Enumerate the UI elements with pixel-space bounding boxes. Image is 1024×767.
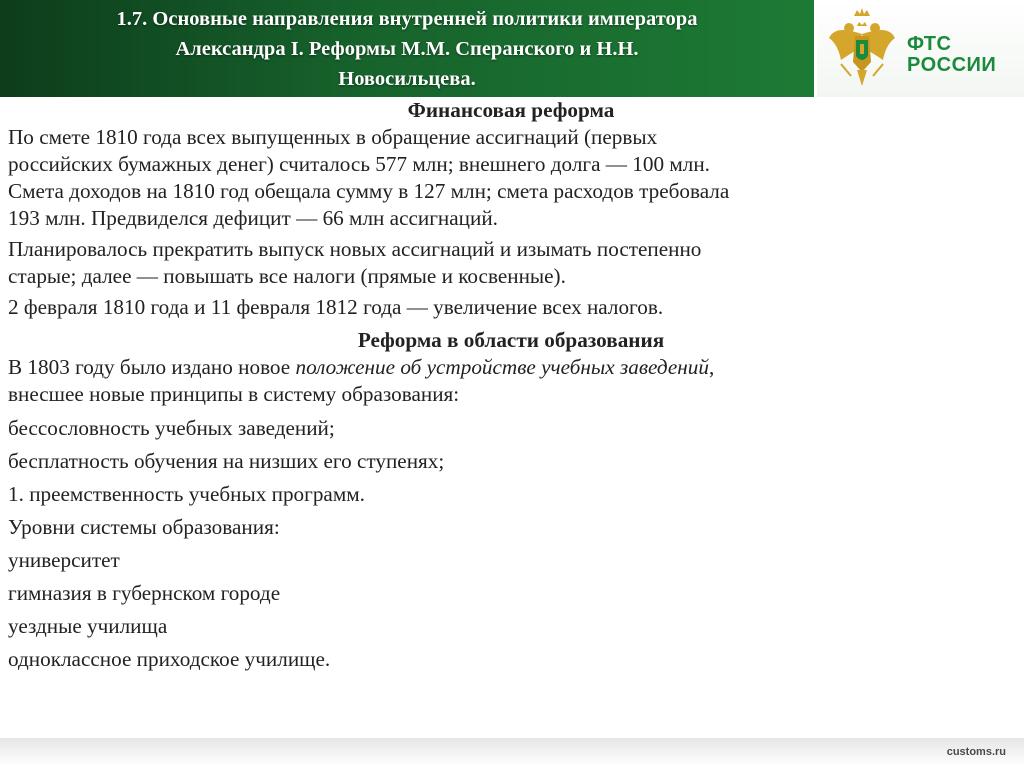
title-line-2: Александра I. Реформы М.М. Сперанского и Н.Н. xyxy=(175,38,639,60)
finance-p1-line-4: 193 млн. Предвиделся дефицит — 66 млн ассигнаций. xyxy=(8,206,498,230)
title-line-3: Новосильцева. xyxy=(338,68,476,90)
education-intro-end: , xyxy=(708,355,715,379)
finance-paragraph-2 xyxy=(8,236,1014,290)
finance-p1-line-2: российских бумажных денег) считалось 577 млн; внешнего долга — 100 млн. xyxy=(8,152,710,176)
finance-paragraph-1 xyxy=(8,124,1014,232)
list-item: Уровни системы образования: xyxy=(8,515,280,539)
finance-heading: Финансовая реформа xyxy=(407,98,615,122)
logo-panel xyxy=(817,0,1024,97)
title-line-1: 1.7. Основные направления внутренней политики императора xyxy=(116,8,698,30)
education-intro-italic: положение об устройстве учебных заведений xyxy=(295,355,709,379)
logo-line-1: ФТС xyxy=(907,33,952,55)
list-item: уездные училища xyxy=(8,614,168,638)
education-intro-start: В 1803 году было издано новое xyxy=(8,355,296,379)
list-item: гимназия в губернском городе xyxy=(8,581,281,605)
finance-p2-line-1: Планировалось прекратить выпуск новых ассигнаций и изымать постепенно xyxy=(8,237,702,261)
education-intro xyxy=(8,354,1014,408)
education-heading: Реформа в области образования xyxy=(357,328,665,352)
footer-bar xyxy=(0,738,1024,767)
education-intro-line-2: внесшее новые принципы в систему образования: xyxy=(8,382,460,406)
slide-header xyxy=(0,0,814,97)
finance-p1-line-3: Смета доходов на 1810 год обещала сумму в 127 млн; смета расходов требовала xyxy=(8,179,730,203)
list-item: университет xyxy=(8,548,120,572)
slide-body xyxy=(8,97,1014,672)
list-item: бесплатность обучения на низших его ступенях; xyxy=(8,449,445,473)
finance-p1-line-1: По смете 1810 года всех выпущенных в обращение ассигнаций (первых xyxy=(8,125,658,149)
list-item: 1. преемственность учебных программ. xyxy=(8,482,365,506)
finance-p2-line-2: старые; далее — повышать все налоги (прямые и косвенные). xyxy=(8,264,566,288)
slide-title xyxy=(0,0,814,94)
list-item: бессословность учебных заведений; xyxy=(8,416,335,440)
education-intro-line-1 xyxy=(8,354,1014,381)
double-headed-eagle-emblem-icon xyxy=(827,6,897,90)
footer-site-link[interactable]: customs.ru xyxy=(946,746,1006,758)
fts-logo-text xyxy=(907,34,996,76)
list-item: одноклассное приходское училище. xyxy=(8,647,331,671)
finance-paragraph-3: 2 февраля 1810 года и 11 февраля 1812 года — увеличение всех налогов. xyxy=(8,295,664,319)
logo-line-2: РОССИИ xyxy=(907,54,997,76)
